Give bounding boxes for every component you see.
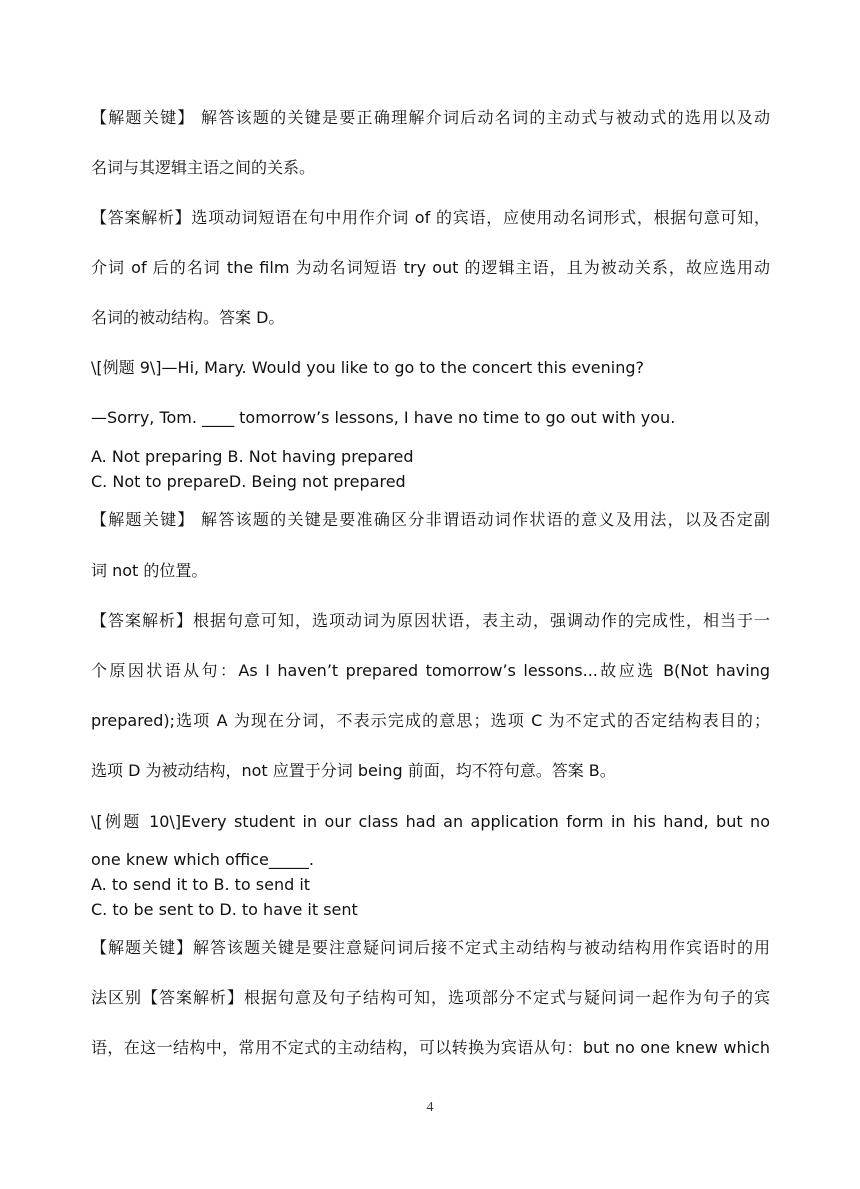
text-line: 【解题关键】 解答该题的关键是要准确区分非谓语动词作状语的意义及用法，以及否定副 (91, 510, 770, 529)
text-line: 法区别【答案解析】根据句意及句子结构可知，选项部分不定式与疑问词一起作为句子的宾 (91, 988, 770, 1007)
text-line: 词 not 的位置。 (91, 561, 208, 580)
text-line: 【解题关键】解答该题关键是要注意疑问词后接不定式主动结构与被动结构用作宾语时的用 (91, 938, 770, 957)
text-line: A. Not preparing B. Not having prepared (91, 447, 414, 466)
text-line: —Sorry, Tom. ____ tomorrow’s lessons, I have no time to go out with you. (91, 408, 676, 427)
text-line: C. Not to prepareD. Being not prepared (91, 472, 406, 491)
text-line: 【答案解析】根据句意可知，选项动词为原因状语，表主动，强调动作的完成性，相当于一 (91, 611, 770, 630)
text-line: 名词与其逻辑主语之间的关系。 (91, 158, 316, 177)
text-line: 【解题关键】 解答该题的关键是要正确理解介词后动名词的主动式与被动式的选用以及动 (91, 108, 770, 127)
text-line: 语，在这一结构中，常用不定式的主动结构，可以转换为宾语从句：but no one knew which (91, 1038, 770, 1057)
text-line: 介词 of 后的名词 the film 为动名词短语 try out 的逻辑主语，且为被动关系，故应选用动 (91, 258, 770, 277)
page-number: 4 (426, 1100, 434, 1115)
text-line: \[例题 10\]Every student in our class had an application form in his hand, but no (91, 812, 770, 831)
text-line: 【答案解析】选项动词短语在句中用作介词 of 的宾语，应使用动名词形式，根据句意可知， (91, 208, 770, 227)
text-line: 名词的被动结构。答案 D。 (91, 308, 285, 327)
text-line: one knew which office_____. (91, 850, 314, 869)
text-line: C. to be sent to D. to have it sent (91, 900, 358, 919)
text-line: \[例题 9\]—Hi, Mary. Would you like to go to the concert this evening? (91, 358, 645, 377)
text-line: 选项 D 为被动结构，not 应置于分词 being 前面，均不符句意。答案 B。 (91, 761, 616, 780)
text-line: prepared);选项 A 为现在分词，不表示完成的意思；选项 C 为不定式的否定结构表目的； (91, 711, 770, 730)
text-line: 个原因状语从句：As I haven’t prepared tomorrow’s lessons...故应选 B(Not having (91, 661, 770, 680)
text-line: A. to send it to B. to send it (91, 875, 311, 894)
